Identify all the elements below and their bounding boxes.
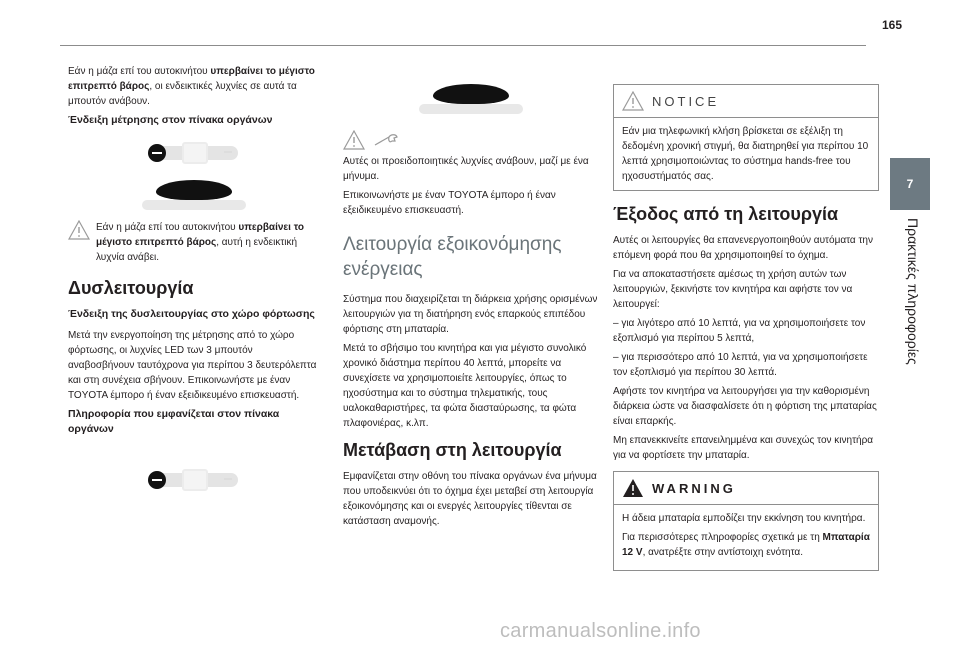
overload-lamp-note: Εάν η μάζα επί του αυτοκινήτου υπερβαίνει το μέγιστο επιτρεπτό βάρος, αυτή η ενδεικτική λυχνία ανάβει. [68, 220, 320, 269]
notice-label: NOTICE [652, 93, 720, 109]
contact-dealer-paragraph: Επικοινωνήστε με έναν TOYOTA έμπορο ή έναν εξειδικευμένο επισκευαστή. [343, 190, 556, 216]
column-right [613, 64, 879, 583]
wrench-icon [373, 133, 399, 147]
warning-symbols [343, 130, 599, 150]
load-zone-paragraph: Μετά την ενεργοποίηση της μέτρησης από το χώρο φόρτωσης, οι λυχνίες LED των 3 μπουτόν αναβοσβήνουν ταυτόχρονα για περίπου 3 δευτερόλεπτα και στη συνέχεια σβήνουν. Επικοινωνήστε με έναν TOYOTA έμπορο ή έναν εξειδικευμένο επισκευαστή. [68, 330, 317, 401]
cluster-info-heading: Πληροφορία που εμφανίζεται στον πίνακα οργάνων [68, 408, 280, 435]
overload-warning-lamp-icon [142, 178, 246, 212]
notice-triangle-icon [622, 91, 644, 111]
exit-restore-paragraph: Για να αποκαταστήσετε αμέσως τη χρήση αυτών των λειτουργιών, ξεκινήστε τον κινητήρα και αφήστε τον να λειτουργεί: [613, 269, 853, 310]
exit-auto-paragraph: Αυτές οι λειτουργίες θα επανενεργοποιηθούν αυτόματα την επόμενη φορά που θα χρησιμοποιηθεί το όχημα. [613, 235, 873, 261]
warning-label: WARNING [652, 480, 736, 496]
warning-box [613, 471, 879, 571]
warning-more-info-paragraph: Για περισσότερες πληροφορίες σχετικά με τη Μπαταρία 12 V, ανατρέξτε στην αντίστοιχη ενότητα. [622, 532, 870, 558]
column-left [68, 64, 320, 505]
chapter-tab[interactable]: 7 [890, 158, 930, 210]
switch-mode-paragraph: Εμφανίζεται στην οθόνη του πίνακα οργάνων ένα μήνυμα που υποδεικνύει ότι το όχημα έχει μεταβεί στη λειτουργία εξοικονόμησης και οι ενεργές λειτουργίες τίθενται σε κατάσταση αναμονής. [343, 471, 597, 527]
warning-triangle-icon [622, 478, 644, 498]
exit-no-restart-paragraph: Μη επανεκκινείτε επανειλημμένα και συνεχώς τον κινητήρα για να φορτίσετε την μπαταρία. [613, 435, 874, 461]
exit-let-run-paragraph: Αφήστε τον κινητήρα να λειτουργήσει για την καθορισμένη διάρκεια ώστε να διασφαλίσετε ότι η φόρτιση της μπαταρίας είναι επαρκής. [613, 386, 877, 427]
load-gauge-icon [68, 136, 320, 170]
exit-over-10-item: – για περισσότερο από 10 λεπτά, για να χρησιμοποιήσετε τον εξοπλισμό για περίπου 30 λεπτά. [613, 352, 868, 378]
notice-box [613, 84, 879, 191]
load-zone-heading: Ένδειξη της δυσλειτουργίας στο χώρο φόρτωσης [68, 308, 315, 320]
page-number: 165 [881, 18, 902, 32]
warning-triangle-icon [68, 220, 90, 240]
exit-under-10-item: – για λιγότερο από 10 λεπτά, για να χρησιμοποιήσετε τον εξοπλισμό για περίπου 5 λεπτά, [613, 318, 866, 344]
malfunction-heading: Δυσλειτουργία [68, 278, 194, 298]
eco-system-paragraph: Σύστημα που διαχειρίζεται τη διάρκεια χρήσης ορισμένων λειτουργιών για τη διατήρηση ενός επαρκούς επιπέδου φόρτισης στη μπαταρία. [343, 294, 598, 335]
fault-lamps-paragraph: Αυτές οι προειδοποιητικές λυχνίες ανάβουν, μαζί με ένα μήνυμα. [343, 156, 589, 182]
watermark: carmanualsonline.info [500, 620, 701, 642]
notice-body: Εάν μια τηλεφωνική κλήση βρίσκεται σε εξέλιξη τη δεδομένη χρονική στιγμή, θα διατηρηθεί για περίπου 10 λεπτά χρησιμοποιώντας το σύστημα hands-free του ηχοσυστήματός σας. [622, 126, 869, 182]
fault-lamp-icon [419, 82, 523, 116]
cluster-gauge-icon [68, 463, 320, 497]
eco-mode-heading: Λειτουργία εξοικονόμησης ενέργειας [343, 234, 562, 280]
gauge-heading: Ένδειξη μέτρησης στον πίνακα οργάνων [68, 114, 273, 126]
eco-duration-paragraph: Μετά το σβήσιμο του κινητήρα και για μέγιστο συνολικό χρονικό διάστημα περίπου 40 λεπτά, μπορείτε να συνεχίσετε να χρησιμοποιείτε λειτουργίες, όπως το ηχοσύστημα και το σύστημα τηλεματικής, τους υαλοκαθαριστήρες, τα φώτα διασταύρωσης, τα φώτα πλαφονιέρας, κ.λπ. [343, 343, 587, 429]
column-middle [343, 64, 599, 533]
switch-mode-heading: Μετάβαση στη λειτουργία [343, 440, 562, 460]
overload-paragraph: Εάν η μάζα επί του αυτοκινήτου υπερβαίνει το μέγιστο επιτρεπτό βάρος, οι ενδεικτικές λυχνίες σε αυτά τα μπουτόν ανάβουν. [68, 66, 315, 107]
warning-battery-paragraph: Η άδεια μπαταρία εμποδίζει την εκκίνηση του κινητήρα. [622, 513, 866, 524]
exit-mode-heading: Έξοδος από τη λειτουργία [613, 204, 839, 224]
chapter-title: Πρακτικές πληροφορίες [905, 218, 921, 365]
warning-triangle-icon [343, 130, 365, 150]
header-rule [60, 45, 866, 46]
